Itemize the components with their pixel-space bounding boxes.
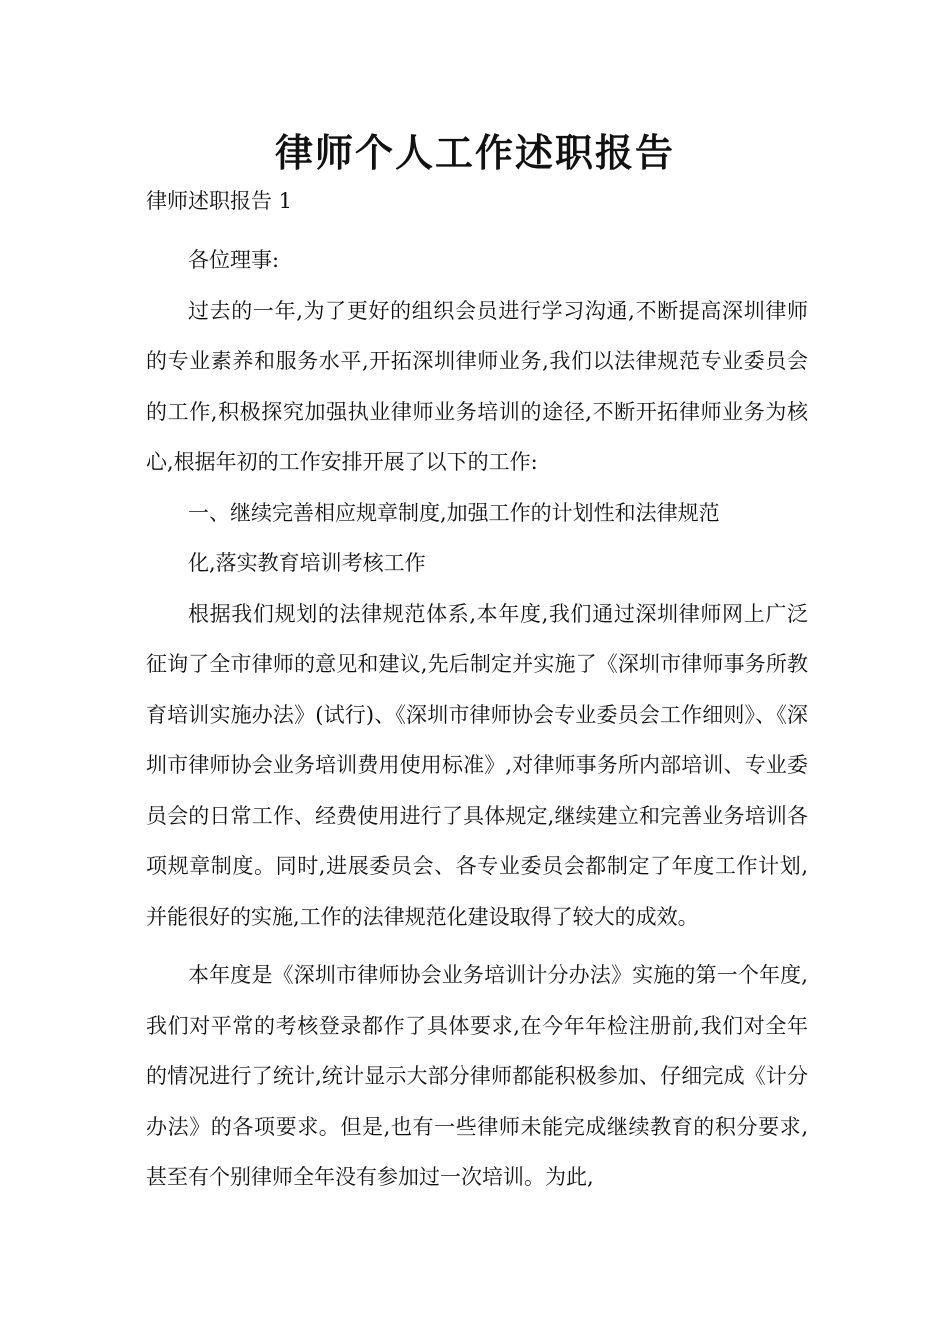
document-subtitle: 律师述职报告 1 xyxy=(146,189,293,213)
body-paragraph: 过去的一年,为了更好的组织会员进行学习沟通,不断提高深圳律师的专业素养和服务水平,开拓深圳律师业务,我们以法律规范专业委员会的工作,积极探究加强执业律师业务培训的途径,不断开拓律师业务为核心,根据年初的工作安排开展了以下的工作: xyxy=(146,298,808,474)
section-heading-line: 一、继续完善相应规章制度,加强工作的计划性和法律规范 xyxy=(188,500,720,525)
section-heading-line: 化,落实教育培训考核工作 xyxy=(188,551,426,575)
body-paragraph: 根据我们规划的法律规范体系,本年度,我们通过深圳律师网上广泛征询了全市律师的意见和建议,先后制定并实施了《深圳市律师事务所教育培训实施办法》(试行)、《深圳市律师协会专业委员会工作细则》、《深圳市律师协会业务培训费用使用标准》,对律师事务所内部培训、专业委员会的日常工作、经费使用进行了具体规定,继续建立和完善业务培训各项规章制度。同时,进展委员会、各专业委员会都制定了年度工作计划,并能很好的实施,工作的法律规范化建设取得了较大的成效。 xyxy=(146,601,808,929)
document-body xyxy=(146,235,808,1203)
body-paragraph: 本年度是《深圳市律师协会业务培训计分办法》实施的第一个年度,我们对平常的考核登录都作了具体要求,在今年年检注册前,我们对全年的情况进行了统计,统计显示大部分律师都能积极参加、仔细完成《计分办法》的各项要求。但是,也有一些律师未能完成继续教育的积分要求,甚至有个别律师全年没有参加过一次培训。为此, xyxy=(146,963,808,1189)
salutation-paragraph: 各位理事: xyxy=(188,248,280,272)
document-title: 律师个人工作述职报告 xyxy=(274,130,675,175)
